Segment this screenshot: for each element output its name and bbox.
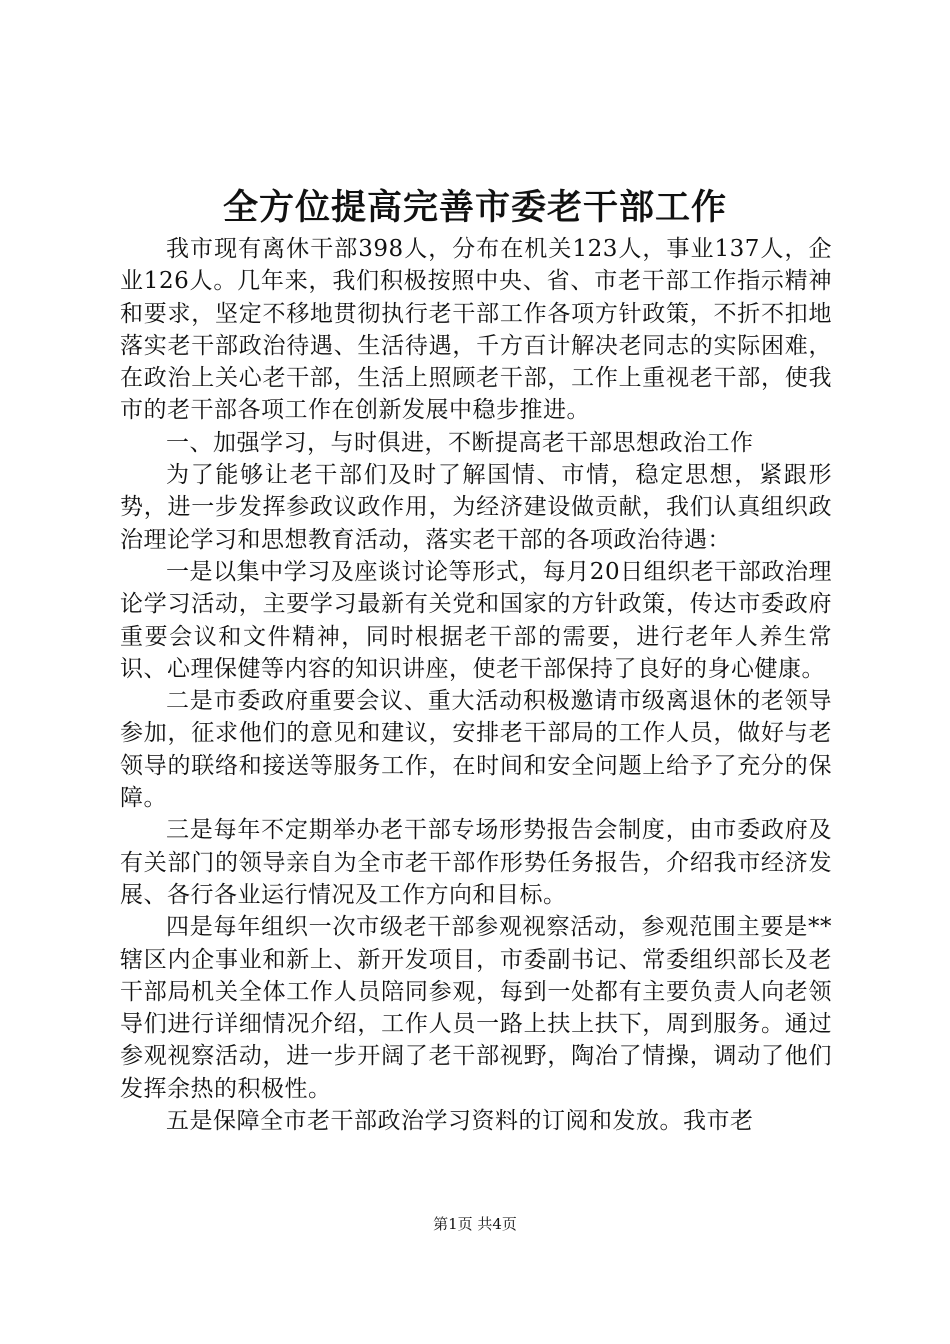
document-title: 全方位提高完善市委老干部工作 [222, 187, 727, 228]
section-heading-1: 一、加强学习，与时俱进，不断提高老干部思想政治工作 [166, 429, 754, 456]
paragraph-item-4: 四是每年组织一次市级老干部参观视察活动，参观范围主要是**辖区内企事业和新上、新开发项目，市委副书记、常委组织部长及老干部局机关全体工作人员陪同参观，每到一处都有主要负责人向老领导们进行详细情况介绍，工作人员一路上扶上扶下，周到服务。通过参观视察活动，进一步开阔了老干部视野，陶冶了情操，调动了他们发挥余热的积极性。 [120, 914, 832, 1102]
paragraph-section-intro: 为了能够让老干部们及时了解国情、市情，稳定思想，紧跟形势，进一步发挥参政议政作用，为经济建设做贡献，我们认真组织政治理论学习和思想教育活动，落实老干部的各项政治待遇： [120, 462, 832, 553]
paragraph-item-5: 五是保障全市老干部政治学习资料的订阅和发放。我市老 [166, 1108, 754, 1135]
page-footer: 第1页 共4页 [433, 1215, 517, 1233]
paragraph-item-3: 三是每年不定期举办老干部专场形势报告会制度，由市委政府及有关部门的领导亲自为全市老干部作形势任务报告，介绍我市经济发展、各行各业运行情况及工作方向和目标。 [120, 817, 832, 908]
paragraph-item-1: 一是以集中学习及座谈讨论等形式，每月20日组织老干部政治理论学习活动，主要学习最新有关党和国家的方针政策，传达市委政府重要会议和文件精神，同时根据老干部的需要，进行老年人养生常识、心理保健等内容的知识讲座，使老干部保持了良好的身心健康。 [120, 558, 832, 682]
document-body [120, 233, 832, 1137]
paragraph-intro: 我市现有离休干部398人，分布在机关123人，事业137人，企业126人。几年来，我们积极按照中央、省、市老干部工作指示精神和要求，坚定不移地贯彻执行老干部工作各项方针政策，不折不扣地落实老干部政治待遇、生活待遇，千方百计解决老同志的实际困难，在政治上关心老干部，生活上照顾老干部，工作上重视老干部，使我市的老干部各项工作在创新发展中稳步推进。 [120, 236, 832, 424]
paragraph-item-2: 二是市委政府重要会议、重大活动积极邀请市级离退休的老领导参加，征求他们的意见和建议，安排老干部局的工作人员，做好与老领导的联络和接送等服务工作，在时间和安全问题上给予了充分的保障。 [120, 688, 832, 812]
